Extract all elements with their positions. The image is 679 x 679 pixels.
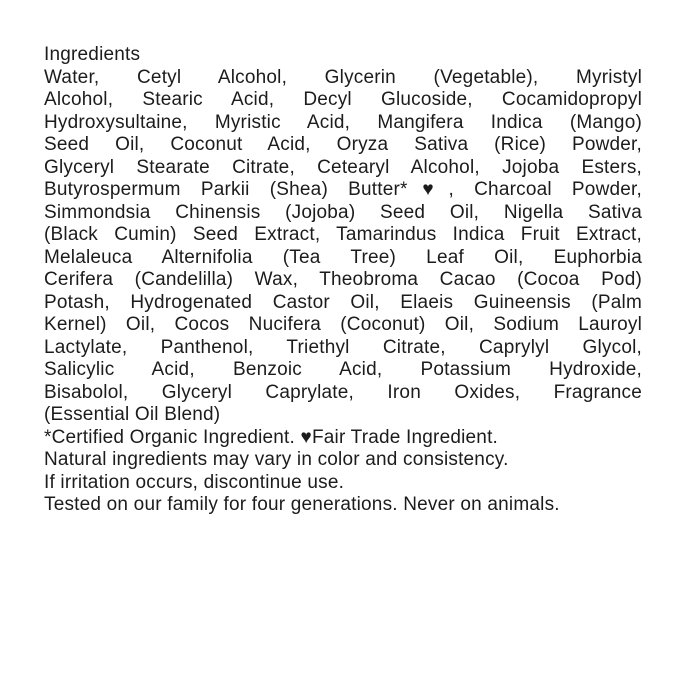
- ingredients-line: Salicylic Acid, Benzoic Acid, Potassium Hydroxide,: [44, 359, 642, 380]
- ingredients-line: (Black Cumin) Seed Extract, Tamarindus Indica Fruit Extract,: [44, 224, 642, 245]
- ingredients-line: Seed Oil, Coconut Acid, Oryza Sativa (Rice) Powder,: [44, 134, 642, 155]
- ingredients-line: Simmondsia Chinensis (Jojoba) Seed Oil, Nigella Sativa: [44, 201, 642, 223]
- ingredients-line-last: (Essential Oil Blend): [44, 404, 221, 425]
- ingredients-line: Kernel) Oil, Cocos Nucifera (Coconut) Oil, Sodium Lauroyl: [44, 314, 642, 335]
- ingredients-line: Butyrospermum Parkii (Shea) Butter*♥, Charcoal Powder,: [44, 179, 642, 200]
- ingredients-line: Potash, Hydrogenated Castor Oil, Elaeis Guineensis (Palm: [44, 291, 642, 313]
- ingredients-line: Hydroxysultaine, Myristic Acid, Mangifera Indica (Mango): [44, 111, 642, 133]
- ingredients-line: Melaleuca Alternifolia (Tea Tree) Leaf Oil, Euphorbia: [44, 246, 642, 268]
- note-line-irritation: If irritation occurs, discontinue use.: [44, 471, 345, 493]
- ingredients-line: Alcohol, Stearic Acid, Decyl Glucoside, Cocamidopropyl: [44, 89, 642, 110]
- note-line-variation: Natural ingredients may vary in color and consistency.: [44, 449, 509, 470]
- ingredients-text-block: [44, 44, 642, 517]
- ingredients-heading: Ingredients: [44, 44, 141, 65]
- note-line-testing: Tested on our family for four generations. Never on animals.: [44, 494, 560, 515]
- note-line-certifications: *Certified Organic Ingredient. ♥Fair Trade Ingredient.: [44, 426, 499, 448]
- ingredients-line: Lactylate, Panthenol, Triethyl Citrate, Caprylyl Glycol,: [44, 336, 642, 358]
- ingredients-line: Water, Cetyl Alcohol, Glycerin (Vegetable), Myristyl: [44, 66, 642, 88]
- ingredients-line: Bisabolol, Glyceryl Caprylate, Iron Oxides, Fragrance: [44, 381, 642, 403]
- ingredients-line: Cerifera (Candelilla) Wax, Theobroma Cacao (Cocoa Pod): [44, 269, 642, 290]
- ingredients-line: Glyceryl Stearate Citrate, Cetearyl Alcohol, Jojoba Esters,: [44, 156, 642, 178]
